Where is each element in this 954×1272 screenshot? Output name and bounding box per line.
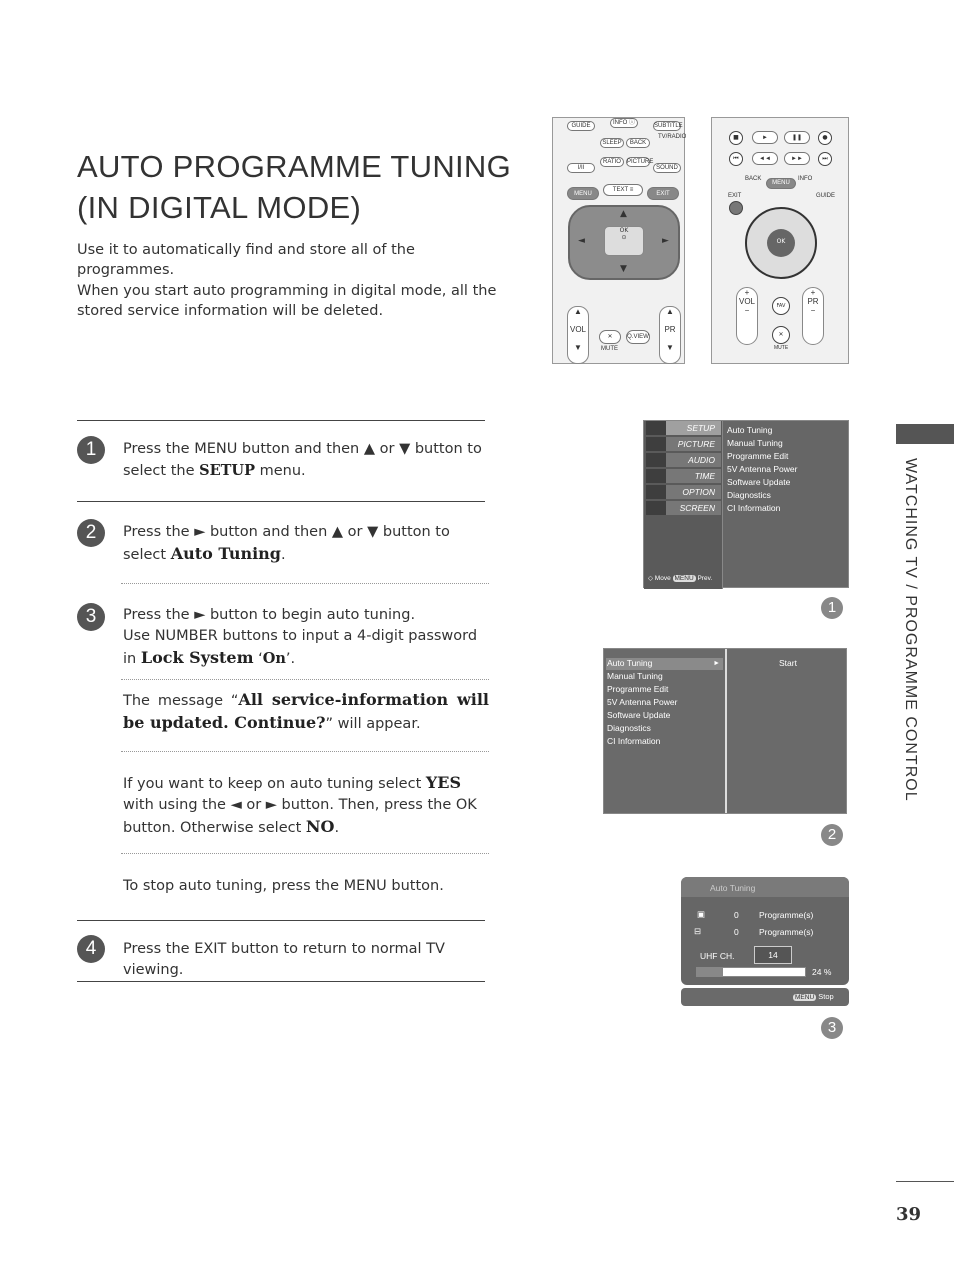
intro-paragraph-1: Use it to automatically find and store all of the programmes.: [77, 242, 415, 278]
start-option[interactable]: Start: [779, 658, 797, 668]
list-item[interactable]: Programme Edit: [727, 451, 789, 461]
rewind-icon[interactable]: ◄◄: [752, 152, 778, 165]
section-tab: [896, 424, 954, 444]
exit-button[interactable]: EXIT: [647, 187, 679, 200]
list-item[interactable]: Software Update: [727, 477, 791, 487]
list-item[interactable]: Diagnostics: [727, 490, 771, 500]
category-option[interactable]: OPTION: [646, 485, 721, 499]
category-picture[interactable]: PICTURE: [646, 437, 721, 451]
back-button[interactable]: BACK: [626, 138, 650, 148]
list-item[interactable]: Programme Edit: [607, 684, 669, 694]
picture-icon: [646, 437, 666, 451]
step-3-keep: If you want to keep on auto tuning select YES with using the ◄ or ► button. Then, press the OK button. Otherwise select NO.: [123, 773, 477, 836]
audio-icon: [646, 453, 666, 467]
step-3-text: Press the ► button to begin auto tuning. Use NUMBER buttons to input a 4-digit password in Lock System ‘On’.: [123, 607, 478, 667]
list-item[interactable]: 5V Antenna Power: [607, 697, 678, 707]
divider: [77, 420, 485, 421]
screen-badge-2: 2: [821, 824, 843, 846]
step-3-stop: To stop auto tuning, press the MENU button.: [123, 878, 444, 894]
divider: [77, 981, 485, 982]
radio-icon: ⊟: [694, 926, 702, 936]
setup-item-list-2: [607, 657, 722, 748]
skip-forward-icon[interactable]: ⏭: [818, 152, 832, 166]
up-arrow-icon[interactable]: ▲: [620, 209, 627, 219]
stop-button[interactable]: ■: [729, 131, 743, 145]
progress-percent: 24 %: [812, 967, 832, 977]
category-column: [644, 421, 723, 589]
radio-count: 0: [734, 927, 739, 937]
progress-bar: [696, 967, 806, 977]
tvradio-label: TV/RADIO: [658, 134, 687, 140]
fav-button[interactable]: FAV: [772, 297, 790, 315]
step-1-text: Press the MENU button and then ▲ or ▼ button to select the SETUP menu.: [123, 441, 482, 479]
list-item[interactable]: 5V Antenna Power: [727, 464, 798, 474]
ok-button-right[interactable]: OK: [767, 229, 795, 257]
setup-menu-screen: [643, 420, 849, 588]
play-button[interactable]: ►: [752, 131, 778, 144]
back-label: BACK: [745, 176, 762, 182]
step-number-4: 4: [77, 935, 105, 963]
dotted-divider: [121, 853, 489, 854]
qview-button[interactable]: Q.VIEW: [626, 330, 650, 344]
category-time[interactable]: TIME: [646, 469, 721, 483]
screen-badge-1: 1: [821, 597, 843, 619]
title-line-1: AUTO PROGRAMME TUNING: [77, 149, 512, 184]
mute-icon: ✕: [607, 334, 613, 340]
tv-count: 0: [734, 910, 739, 920]
section-title: WATCHING TV / PROGRAMME CONTROL: [902, 458, 919, 802]
tv-count-label: Programme(s): [759, 910, 814, 920]
sound-button[interactable]: SOUND: [653, 163, 681, 173]
channel-label: UHF CH.: [700, 951, 735, 961]
screen-icon: [646, 501, 666, 515]
menu-button-right[interactable]: MENU: [766, 178, 796, 189]
channel-value: 14: [754, 946, 792, 964]
ratio-button[interactable]: RATIO: [600, 157, 624, 167]
divider: [77, 501, 485, 502]
progress-fill: [697, 968, 723, 976]
guide-button[interactable]: GUIDE: [567, 121, 595, 131]
page-number: 39: [896, 1204, 922, 1225]
category-audio[interactable]: AUDIO: [646, 453, 721, 467]
info-button[interactable]: INFO ⓘ: [610, 118, 638, 128]
list-item[interactable]: Software Update: [607, 710, 671, 720]
tv-icon: ▣: [697, 909, 706, 919]
dotted-divider: [121, 679, 489, 680]
programme-rocker-right[interactable]: + PR −: [802, 287, 824, 345]
programme-rocker[interactable]: ▲ PR ▼: [659, 306, 681, 364]
step-number-3: 3: [77, 603, 105, 631]
step-number-1: 1: [77, 436, 105, 464]
pause-button[interactable]: ❚❚: [784, 131, 810, 144]
screen-badge-3: 3: [821, 1017, 843, 1039]
sleep-button[interactable]: SLEEP: [600, 138, 624, 148]
dotted-divider: [121, 751, 489, 752]
page-title: [77, 146, 547, 228]
exit-label: EXIT: [728, 193, 742, 199]
time-icon: [646, 469, 666, 483]
page-number-rule: [896, 1181, 954, 1182]
list-item[interactable]: Diagnostics: [607, 723, 651, 733]
setup-item-list: [727, 424, 797, 515]
option-icon: [646, 485, 666, 499]
fast-forward-icon[interactable]: ►►: [784, 152, 810, 165]
right-arrow-icon[interactable]: ►: [662, 236, 669, 246]
record-button[interactable]: ●: [818, 131, 832, 145]
step-4-text: Press the EXIT button to return to normal TV viewing.: [123, 941, 445, 978]
text-button[interactable]: TEXT ≡: [603, 184, 643, 196]
menu-button[interactable]: MENU: [567, 187, 599, 200]
title-line-2: (IN DIGITAL MODE): [77, 190, 362, 225]
down-arrow-icon[interactable]: ▼: [620, 264, 627, 274]
ok-button[interactable]: OK ⊙: [604, 226, 644, 256]
dual-sound-button[interactable]: I/II: [567, 163, 595, 173]
osd-footer: ◇ Move MENU Prev.: [648, 575, 713, 582]
dotted-divider: [121, 583, 489, 584]
list-item[interactable]: Manual Tuning: [607, 671, 663, 681]
mute-button-right[interactable]: [772, 326, 790, 344]
right-arrow-icon: ►: [713, 660, 720, 667]
skip-back-icon[interactable]: ⏮: [729, 152, 743, 166]
info-label: INFO: [798, 176, 813, 182]
exit-button-right[interactable]: [729, 201, 743, 215]
progress-title: Auto Tuning: [681, 877, 849, 897]
volume-rocker[interactable]: ▲ VOL ▼: [567, 306, 589, 364]
mute-button[interactable]: [599, 330, 621, 344]
subtitle-button[interactable]: SUBTITLE: [654, 123, 683, 129]
step-2-text: Press the ► button and then ▲ or ▼ button to select Auto Tuning.: [123, 524, 450, 563]
mute-icon: ✕: [778, 331, 784, 338]
volume-rocker-right[interactable]: + VOL −: [736, 287, 758, 345]
picture-button[interactable]: PICTURE: [627, 159, 654, 165]
step-3-message: The message “All service-information will be updated. Continue?” will appear.: [123, 690, 489, 732]
step-number-2: 2: [77, 519, 105, 547]
mute-label-right: MUTE: [774, 345, 789, 351]
category-setup[interactable]: SETUP: [646, 421, 721, 435]
radio-count-label: Programme(s): [759, 927, 814, 937]
guide-label: GUIDE: [816, 193, 836, 199]
stop-hint: MENU Stop: [795, 992, 834, 1001]
list-item[interactable]: Auto Tuning: [727, 425, 773, 435]
list-item-selected[interactable]: Auto Tuning ►: [607, 658, 720, 668]
list-item[interactable]: CI Information: [607, 736, 661, 746]
mute-label: MUTE: [601, 346, 618, 352]
list-item[interactable]: CI Information: [727, 503, 781, 513]
category-screen[interactable]: SCREEN: [646, 501, 721, 515]
divider: [77, 920, 485, 921]
left-arrow-icon[interactable]: ◄: [578, 236, 585, 246]
panel-divider: [725, 649, 727, 813]
intro-paragraph-2: When you start auto programming in digital mode, all the stored service information will be deleted.: [77, 283, 497, 319]
auto-tuning-select-screen: [603, 648, 847, 814]
list-item[interactable]: Manual Tuning: [727, 438, 783, 448]
setup-icon: [646, 421, 666, 435]
